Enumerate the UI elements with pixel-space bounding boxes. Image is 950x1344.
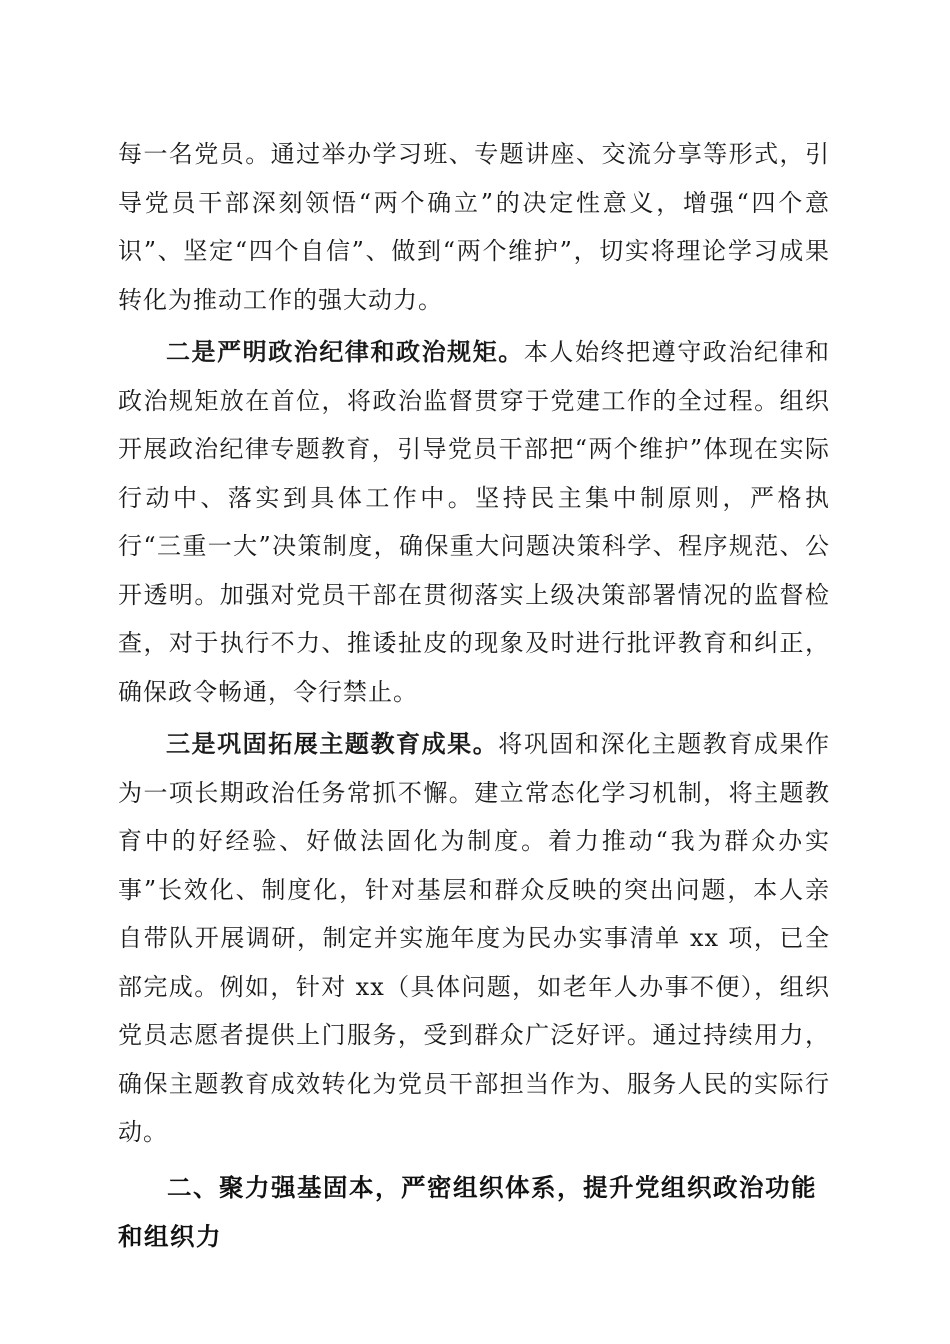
section-heading: 二、聚力强基固本，严密组织体系，提升党组织政治功能和组织力 xyxy=(118,1172,817,1251)
paragraph-continuation xyxy=(118,130,830,324)
paragraph-lead: 二是严明政治纪律和政治规矩。 xyxy=(166,337,524,366)
paragraph-theme-education xyxy=(118,720,830,1157)
paragraph-political-discipline xyxy=(118,328,830,716)
paragraph-text: 每一名党员。通过举办学习班、专题讲座、交流分享等形式，引导党员干部深刻领悟“两个确立”的决定性意义，增强“四个意识”、坚定“四个自信”、做到“两个维护”，切实将理论学习成果转化为推动工作的强大动力。 xyxy=(118,140,830,314)
paragraph-lead: 三是巩固拓展主题教育成果。 xyxy=(166,729,499,758)
paragraph-text: 本人始终把遵守政治纪律和政治规矩放在首位，将政治监督贯穿于党建工作的全过程。组织开展政治纪律专题教育，引导党员干部把“两个维护”体现在实际行动中、落实到具体工作中。坚持民主集中制原则，严格执行“三重一大”决策制度，确保重大问题决策科学、程序规范、公开透明。加强对党员干部在贯彻落实上级决策部署情况的监督检查，对于执行不力、推诿扯皮的现象及时进行批评教育和纠正，确保政令畅通，令行禁止。 xyxy=(118,338,831,706)
paragraph-text: 将巩固和深化主题教育成果作为一项长期政治任务常抓不懈。建立常态化学习机制，将主题教育中的好经验、好做法固化为制度。着力推动“我为群众办实事”长效化、制度化，针对基层和群众反映的突出问题，本人亲自带队开展调研，制定并实施年度为民办实事清单 xx 项，已全部完成。例如，针对 xx（具体问题，如老年人办事不便），组织党员志愿者提供上门服务，受到群众广泛好评。通过持续用力，确保主题教育成效转化为党员干部担当作为、服务人民的实际行动。 xyxy=(118,730,831,1146)
document-body xyxy=(118,130,830,1261)
